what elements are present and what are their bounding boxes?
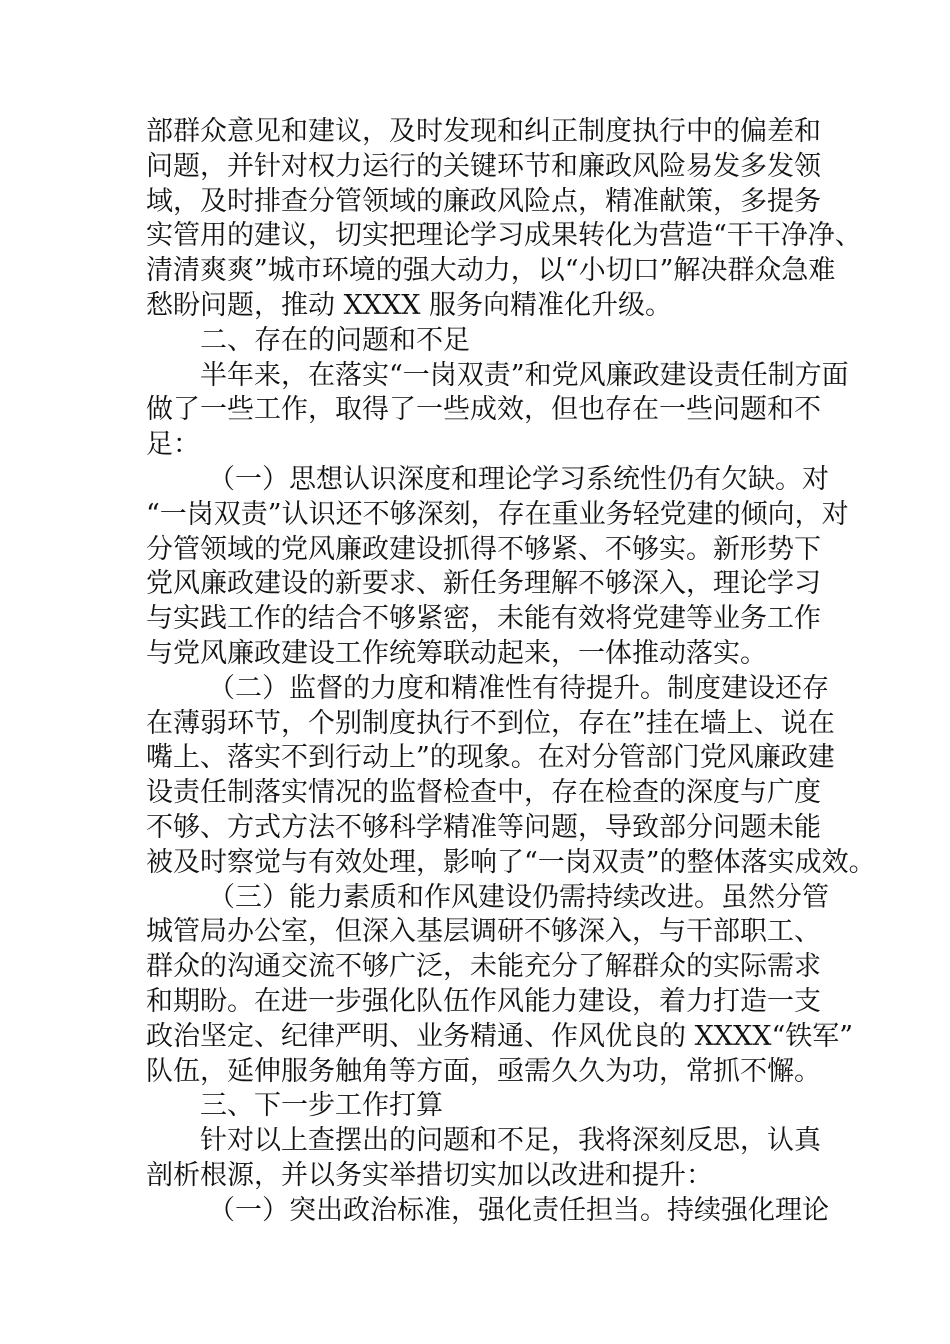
text-line: 与实践工作的结合不够紧密，未能有效将党建等业务工作 xyxy=(146,603,821,635)
text-line: 队伍，延伸服务触角等方面，亟需久久为功，常抓不懈。 xyxy=(146,1055,821,1087)
text-line: 清清爽爽”城市环境的强大动力，以“小切口”解决群众急难 xyxy=(146,255,836,287)
text-line: 剖析根源，并以务实举措切实加以改进和提升： xyxy=(146,1159,713,1191)
document-body xyxy=(146,115,876,1229)
text-line: （一）思想认识深度和理论学习系统性仍有欠缺。对 xyxy=(208,463,829,495)
text-line: 愁盼问题，推动 XXXX 服务向精准化升级。 xyxy=(146,289,673,321)
text-line: 群众的沟通交流不够广泛，未能充分了解群众的实际需求 xyxy=(146,951,821,983)
text-line: 实管用的建议，切实把理论学习成果转化为营造“干干净净、 xyxy=(146,220,862,252)
text-line: 部群众意见和建议，及时发现和纠正制度执行中的偏差和 xyxy=(146,116,821,147)
text-line: （三）能力素质和作风建设仍需持续改进。虽然分管 xyxy=(208,881,829,913)
text-line: 不够、方式方法不够科学精准等问题，导致部分问题未能 xyxy=(146,811,821,843)
text-line: 和期盼。在进一步强化队伍作风能力建设，着力打造一支 xyxy=(146,985,821,1017)
text-line: 分管领域的党风廉政建设抓得不够紧、不够实。新形势下 xyxy=(146,533,821,565)
text-line: 在薄弱环节，个别制度执行不到位，存在”挂在墙上、说在 xyxy=(146,707,835,739)
text-line: 设责任制落实情况的监督检查中，存在检查的深度与广度 xyxy=(146,777,821,809)
text-line: 二、存在的问题和不足 xyxy=(200,324,470,356)
text-line: （一）突出政治标准，强化责任担当。持续强化理论 xyxy=(208,1194,829,1226)
text-line: 政治坚定、纪律严明、业务精通、作风优良的 XXXX“铁军” xyxy=(146,1020,854,1052)
text-line: （二）监督的力度和精准性有待提升。制度建设还存 xyxy=(208,672,829,704)
text-line: 域，及时排查分管领域的廉政风险点，精准献策，多提务 xyxy=(146,185,821,217)
text-line: 半年来，在落实“一岗双责”和党风廉政建设责任制方面 xyxy=(200,359,849,391)
text-line: 做了一些工作，取得了一些成效，但也存在一些问题和不 xyxy=(146,394,821,426)
text-line: 三、下一步工作打算 xyxy=(200,1090,443,1122)
text-line: 嘴上、落实不到行动上”的现象。在对分管部门党风廉政建 xyxy=(146,742,835,774)
text-line: 党风廉政建设的新要求、新任务理解不够深入，理论学习 xyxy=(146,568,821,600)
text-line: 针对以上查摆出的问题和不足，我将深刻反思，认真 xyxy=(200,1125,821,1157)
text-line: 与党风廉政建设工作统筹联动起来，一体推动落实。 xyxy=(146,637,767,669)
text-line: 被及时察觉与有效处理，影响了“一岗双责”的整体落实成效。 xyxy=(146,846,876,878)
text-line: 足： xyxy=(146,429,200,461)
text-line: 城管局办公室，但深入基层调研不够深入，与干部职工、 xyxy=(146,916,821,948)
text-line: 问题，并针对权力运行的关键环节和廉政风险易发多发领 xyxy=(146,150,821,182)
text-line: “一岗双责”认识还不够深刻，存在重业务轻党建的倾向，对 xyxy=(146,498,849,530)
